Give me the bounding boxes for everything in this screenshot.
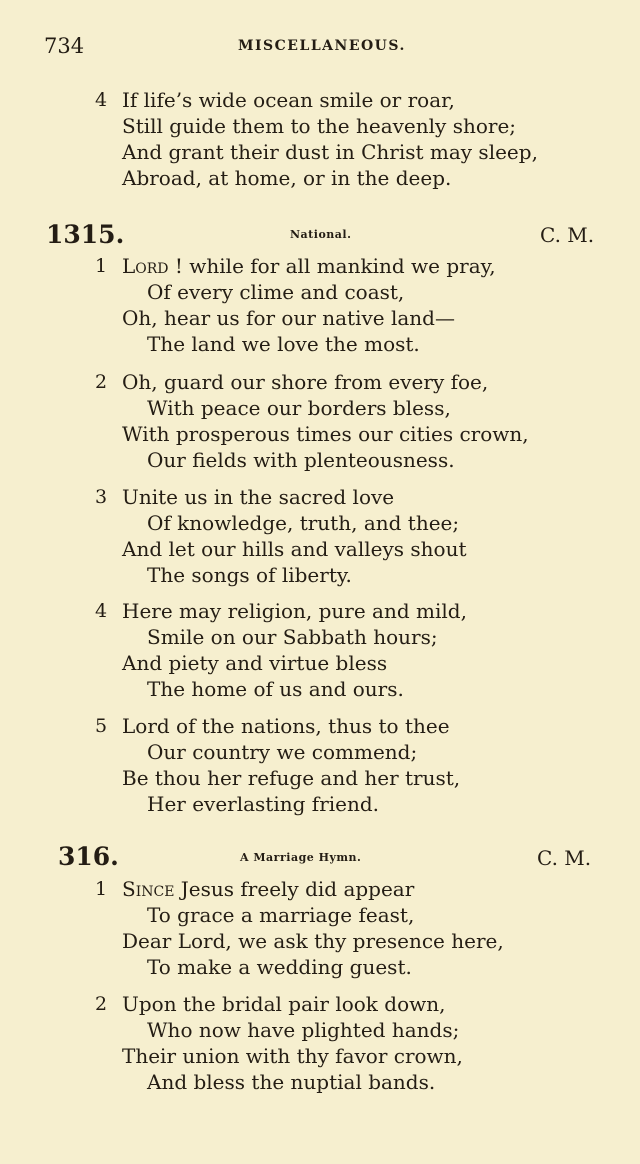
verse-line: Oh, hear us for our native land—: [122, 306, 455, 330]
stanza-316-2: [0, 991, 600, 1095]
stanza-1315-3: [0, 484, 600, 588]
verse-line: Of knowledge, truth, and thee;: [147, 511, 460, 535]
verse-line: And piety and virtue bless: [122, 651, 388, 675]
verse-line: With prosperous times our cities crown,: [122, 422, 529, 446]
verse-line: The home of us and ours.: [147, 677, 404, 701]
stanza-1315-1: [0, 253, 600, 357]
verse-line: Still guide them to the heavenly shore;: [122, 114, 517, 138]
first-word: Lord: [122, 254, 169, 278]
verse-line: ! while for all mankind we pray,: [174, 254, 496, 278]
verse-line: And grant their dust in Christ may sleep,: [122, 140, 538, 164]
stanza-number: 4: [95, 89, 108, 111]
verse-line: The land we love the most.: [147, 332, 420, 356]
hymn-meter: C. M.: [537, 846, 592, 870]
stanza-1315-5: [0, 713, 600, 817]
stanza-1315-2: [0, 369, 600, 473]
verse-line: Abroad, at home, or in the deep.: [122, 166, 452, 190]
verse-line: To grace a marriage feast,: [147, 903, 415, 927]
verse-line: Who now have plighted hands;: [147, 1018, 460, 1042]
stanza-number: 1: [95, 878, 108, 900]
verse-line: Dear Lord, we ask thy presence here,: [122, 929, 504, 953]
verse-line: Their union with thy favor crown,: [122, 1044, 463, 1068]
stanza-number: 5: [95, 715, 108, 737]
verse-line: Her everlasting friend.: [147, 792, 380, 816]
verse-line: Smile on our Sabbath hours;: [147, 625, 438, 649]
hymn-title: National.: [290, 228, 352, 241]
verse-line: And let our hills and valleys shout: [122, 537, 467, 561]
first-word: Since: [122, 877, 175, 901]
hymn-header-1315: [0, 220, 640, 250]
stanza-number: 4: [95, 600, 108, 622]
verse-line: With peace our borders bless,: [147, 396, 451, 420]
verse-line: Lord of the nations, thus to thee: [122, 714, 450, 738]
verse-line: Jesus freely did appear: [174, 877, 415, 901]
stanza-number: 3: [95, 486, 108, 508]
hymn-number: 1315.: [46, 220, 125, 249]
running-title: MISCELLANEOUS.: [238, 38, 406, 54]
stanza-number: 2: [95, 993, 108, 1015]
stanza-1315-4: [0, 598, 600, 702]
running-head: [44, 34, 600, 58]
verse-line: The songs of liberty.: [147, 563, 352, 587]
hymn-meter: C. M.: [540, 223, 595, 247]
verse-line: Our country we commend;: [147, 740, 418, 764]
verse-line: Upon the bridal pair look down,: [122, 992, 446, 1016]
hymn-title: A Marriage Hymn.: [240, 851, 362, 864]
verse-line: Unite us in the sacred love: [122, 485, 395, 509]
stanza-continued-4: [0, 87, 600, 191]
verse-line: Here may religion, pure and mild,: [122, 599, 467, 623]
verse-line: If life’s wide ocean smile or roar,: [122, 88, 455, 112]
page-number: 734: [44, 34, 85, 58]
verse-line: Be thou her refuge and her trust,: [122, 766, 461, 790]
verse-line: To make a wedding guest.: [147, 955, 412, 979]
verse-line: Oh, guard our shore from every foe,: [122, 370, 489, 394]
stanza-number: 1: [95, 255, 108, 277]
hymn-number: 316.: [58, 842, 119, 871]
verse-line: Of every clime and coast,: [147, 280, 405, 304]
hymn-header-316: [0, 842, 640, 872]
stanza-316-1: [0, 876, 600, 980]
stanza-number: 2: [95, 371, 108, 393]
verse-line: And bless the nuptial bands.: [147, 1070, 436, 1094]
verse-line: Our fields with plenteousness.: [147, 448, 455, 472]
